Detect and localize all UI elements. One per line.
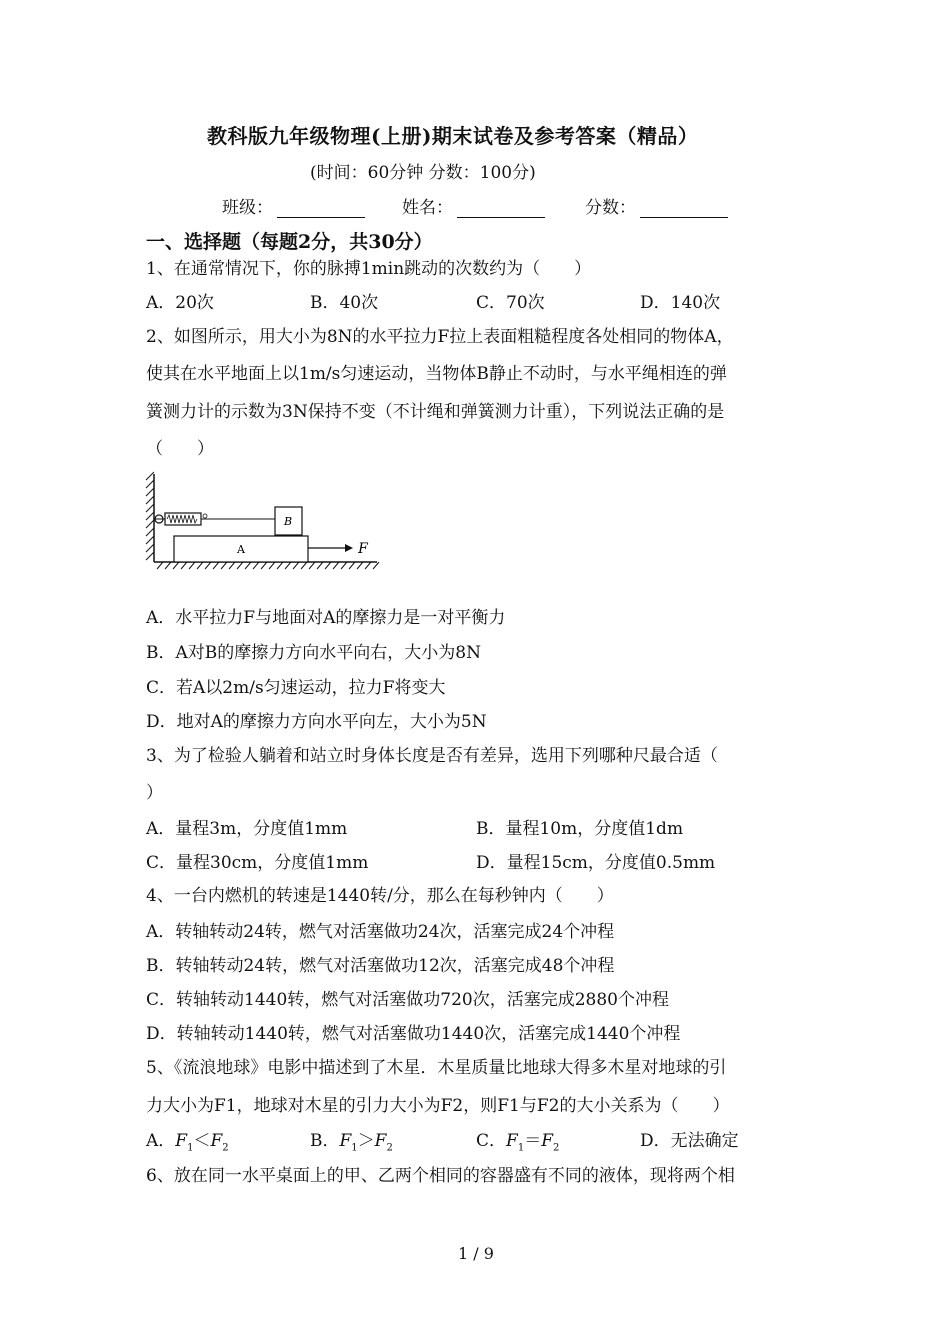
q4-option-b: B．转轴转动24转，燃气对活塞做功12次，活塞完成48个冲程 <box>146 956 615 976</box>
section-heading: 一、选择题（每题2分，共30分） <box>146 231 433 253</box>
class-blank <box>277 199 365 218</box>
q2-option-d: D．地对A的摩擦力方向水平向左，大小为5N <box>146 712 487 732</box>
q5-option-c: C．$F_1=F_2$ <box>476 1131 560 1154</box>
score-field <box>585 193 728 218</box>
q5-line-2: 力大小为F1，地球对木星的引力大小为F2，则F1与F2的大小关系为（ ） <box>146 1096 730 1116</box>
q3-option-b: B．量程10m，分度值1dm <box>476 819 684 839</box>
q3-line-2: ） <box>146 783 163 803</box>
q2-line-4: （ ） <box>146 439 214 459</box>
q1-option-a: A．20次 <box>146 293 214 313</box>
q5-option-a: A．$F_1<F_2$ <box>146 1131 229 1154</box>
q2-figure <box>145 470 385 575</box>
q4-stem: 4、一台内燃机的转速是1440转/分，那么在每秒钟内（ ） <box>146 886 614 906</box>
page-number: 1 / 9 <box>458 1244 494 1263</box>
q2-line-2: 使其在水平地面上以1m/s匀速运动，当物体B静止不动时，与水平绳相连的弹 <box>146 364 727 384</box>
q3-line-1: 3、为了检验人躺着和站立时身体长度是否有差异，选用下列哪种尺最合适（ <box>146 746 718 766</box>
q3-option-c: C．量程30cm，分度值1mm <box>146 853 369 873</box>
q4-option-a: A．转轴转动24转，燃气对活塞做功24次，活塞完成24个冲程 <box>146 922 615 942</box>
q3-option-d: D．量程15cm，分度值0.5mm <box>476 853 716 873</box>
wall <box>146 472 154 562</box>
q4-option-d: D．转轴转动1440转，燃气对活塞做功1440次，活塞完成1440个冲程 <box>146 1024 681 1044</box>
spring-scale <box>154 513 208 525</box>
name-label: 姓名： <box>402 198 453 218</box>
page-title: 教科版九年级物理(上册)期末试卷及参考答案（精品） <box>207 124 699 148</box>
q5-option-d: D．无法确定 <box>640 1131 739 1151</box>
block-a-label: A <box>237 543 245 556</box>
q2-option-c: C．若A以2m/s匀速运动，拉力F将变大 <box>146 678 446 698</box>
q2-option-b: B．A对B的摩擦力方向水平向右，大小为8N <box>146 643 481 663</box>
q2-line-3: 簧测力计的示数为3N保持不变（不计绳和弹簧测力计重），下列说法正确的是 <box>146 402 725 422</box>
name-blank <box>457 199 545 218</box>
block-b-label: B <box>283 515 293 528</box>
q1-stem: 1、在通常情况下，你的脉搏1min跳动的次数约为（ ） <box>146 259 592 279</box>
q6-line-1: 6、放在同一水平桌面上的甲、乙两个相同的容器盛有不同的液体，现将两个相 <box>146 1166 735 1186</box>
name-field <box>402 193 545 218</box>
force-arrowhead <box>345 544 353 552</box>
q5-line-1: 5、《流浪地球》电影中描述到了木星．木星质量比地球大得多木星对地球的引 <box>146 1058 727 1078</box>
q1-option-c: C．70次 <box>476 293 545 313</box>
q3-option-a: A．量程3m，分度值1mm <box>146 819 348 839</box>
q1-option-d: D．140次 <box>640 293 721 313</box>
class-label: 班级： <box>222 198 273 218</box>
q4-option-c: C．转轴转动1440转，燃气对活塞做功720次，活塞完成2880个冲程 <box>146 990 669 1010</box>
force-label: F <box>358 541 368 557</box>
q2-line-1: 2、如图所示，用大小为8N的水平拉力F拉上表面粗糙程度各处相同的物体A， <box>146 327 734 347</box>
class-field <box>222 193 365 218</box>
ground <box>154 562 379 569</box>
q2-option-a: A．水平拉力F与地面对A的摩擦力是一对平衡力 <box>146 608 506 628</box>
q5-option-b: B．$F_1>F_2$ <box>310 1131 393 1154</box>
score-label: 分数： <box>585 198 636 218</box>
exam-info: (时间：60分钟 分数：100分) <box>310 163 536 183</box>
score-blank <box>640 199 728 218</box>
q1-option-b: B．40次 <box>310 293 379 313</box>
